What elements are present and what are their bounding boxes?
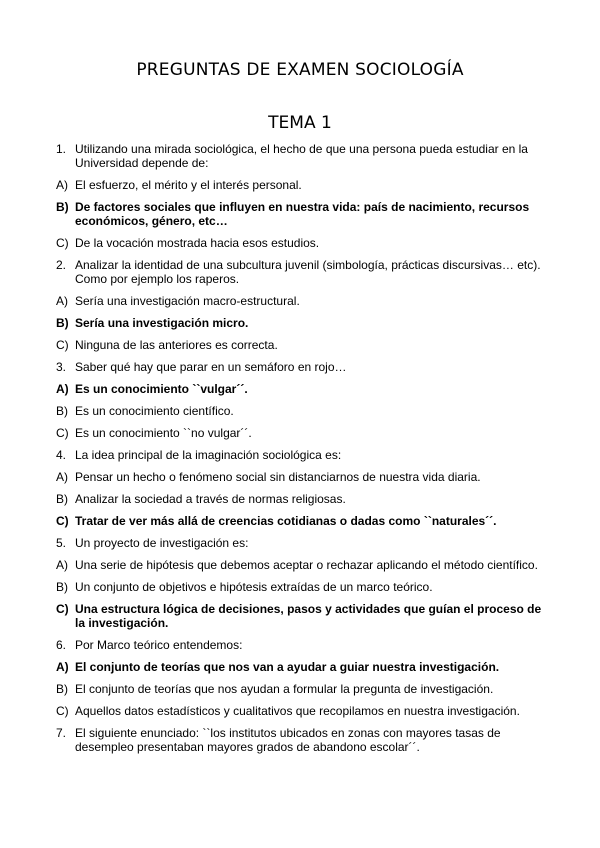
answer-option	[56, 492, 546, 506]
item-marker: A)	[56, 294, 68, 308]
page-title: PREGUNTAS DE EXAMEN SOCIOLOGÍA	[136, 60, 464, 80]
item-text: Es un conocimiento ``no vulgar´´.	[75, 426, 252, 440]
answer-option	[56, 178, 546, 192]
item-text: La idea principal de la imaginación sociológica es:	[75, 448, 342, 462]
item-text: Utilizando una mirada sociológica, el hecho de que una persona pueda estudiar en la Universidad depende de:	[75, 142, 528, 170]
answer-option	[56, 382, 546, 396]
item-marker: A)	[56, 382, 69, 396]
question-item	[56, 360, 546, 374]
answer-option	[56, 704, 546, 718]
question-item	[56, 638, 546, 652]
answer-option	[56, 660, 546, 674]
question-item	[56, 536, 546, 550]
item-marker: 6.	[56, 638, 67, 652]
item-marker: C)	[56, 426, 69, 440]
item-text: Una estructura lógica de decisiones, pasos y actividades que guían el proceso de la investigación.	[75, 602, 542, 630]
answer-option	[56, 514, 546, 528]
item-marker: C)	[56, 338, 69, 352]
item-text: Sería una investigación micro.	[75, 316, 249, 330]
item-text: Un conjunto de objetivos e hipótesis extraídas de un marco teórico.	[75, 580, 433, 594]
item-text: Es un conocimiento ``vulgar´´.	[75, 382, 248, 396]
item-marker: B)	[56, 316, 69, 330]
item-text: Pensar un hecho o fenómeno social sin distanciarnos de nuestra vida diaria.	[75, 470, 481, 484]
item-text: Tratar de ver más allá de creencias cotidianas o dadas como ``naturales´´.	[75, 514, 497, 528]
question-item	[56, 142, 546, 170]
answer-option	[56, 236, 546, 250]
item-marker: 5.	[56, 536, 67, 550]
item-text: El conjunto de teorías que nos ayudan a formular la pregunta de investigación.	[75, 682, 494, 696]
answer-option	[56, 404, 546, 418]
item-marker: A)	[56, 660, 69, 674]
item-text: Una serie de hipótesis que debemos aceptar o rechazar aplicando el método científico.	[75, 558, 538, 572]
item-text: El conjunto de teorías que nos van a ayudar a guiar nuestra investigación.	[75, 660, 500, 674]
item-marker: 1.	[56, 142, 67, 156]
item-marker: B)	[56, 580, 68, 594]
section-title: TEMA 1	[268, 113, 332, 133]
item-text: Saber qué hay que parar en un semáforo en rojo…	[75, 360, 347, 374]
answer-option	[56, 580, 546, 594]
item-marker: C)	[56, 514, 69, 528]
answer-option	[56, 558, 546, 572]
answer-option	[56, 682, 546, 696]
item-marker: B)	[56, 682, 68, 696]
item-text: De factores sociales que influyen en nuestra vida: país de nacimiento, recursos económicos, género, etc…	[75, 200, 530, 228]
item-text: Es un conocimiento científico.	[75, 404, 234, 418]
item-marker: B)	[56, 200, 69, 214]
answer-option	[56, 316, 546, 330]
question-item	[56, 726, 546, 754]
item-text: Sería una investigación macro-estructural.	[75, 294, 300, 308]
item-marker: 7.	[56, 726, 67, 740]
item-marker: B)	[56, 404, 68, 418]
item-marker: 3.	[56, 360, 67, 374]
item-text: De la vocación mostrada hacia esos estudios.	[75, 236, 320, 250]
answer-option	[56, 338, 546, 352]
item-text: Ninguna de las anteriores es correcta.	[75, 338, 278, 352]
answer-option	[56, 294, 546, 308]
item-text: El esfuerzo, el mérito y el interés personal.	[75, 178, 302, 192]
item-marker: 4.	[56, 448, 67, 462]
item-text: Por Marco teórico entendemos:	[75, 638, 243, 652]
item-marker: A)	[56, 470, 68, 484]
answer-option	[56, 602, 546, 630]
item-text: El siguiente enunciado: ``los institutos ubicados en zonas con mayores tasas de desempleo presentaban mayores grados de abandono escolar´´.	[75, 726, 501, 754]
item-text: Aquellos datos estadísticos y cualitativos que recopilamos en nuestra investigación.	[75, 704, 520, 718]
item-marker: B)	[56, 492, 68, 506]
answer-option	[56, 200, 546, 228]
item-text: Analizar la sociedad a través de normas religiosas.	[75, 492, 346, 506]
answer-option	[56, 470, 546, 484]
item-marker: C)	[56, 602, 69, 616]
item-marker: A)	[56, 558, 68, 572]
item-text: Analizar la identidad de una subcultura juvenil (simbología, prácticas discursivas… etc). Como por ejemplo los raperos.	[75, 258, 541, 286]
item-marker: A)	[56, 178, 68, 192]
question-item	[56, 448, 546, 462]
item-marker: 2.	[56, 258, 67, 272]
question-list	[56, 142, 546, 762]
question-item	[56, 258, 546, 286]
item-text: Un proyecto de investigación es:	[75, 536, 249, 550]
item-marker: C)	[56, 236, 69, 250]
item-marker: C)	[56, 704, 69, 718]
answer-option	[56, 426, 546, 440]
